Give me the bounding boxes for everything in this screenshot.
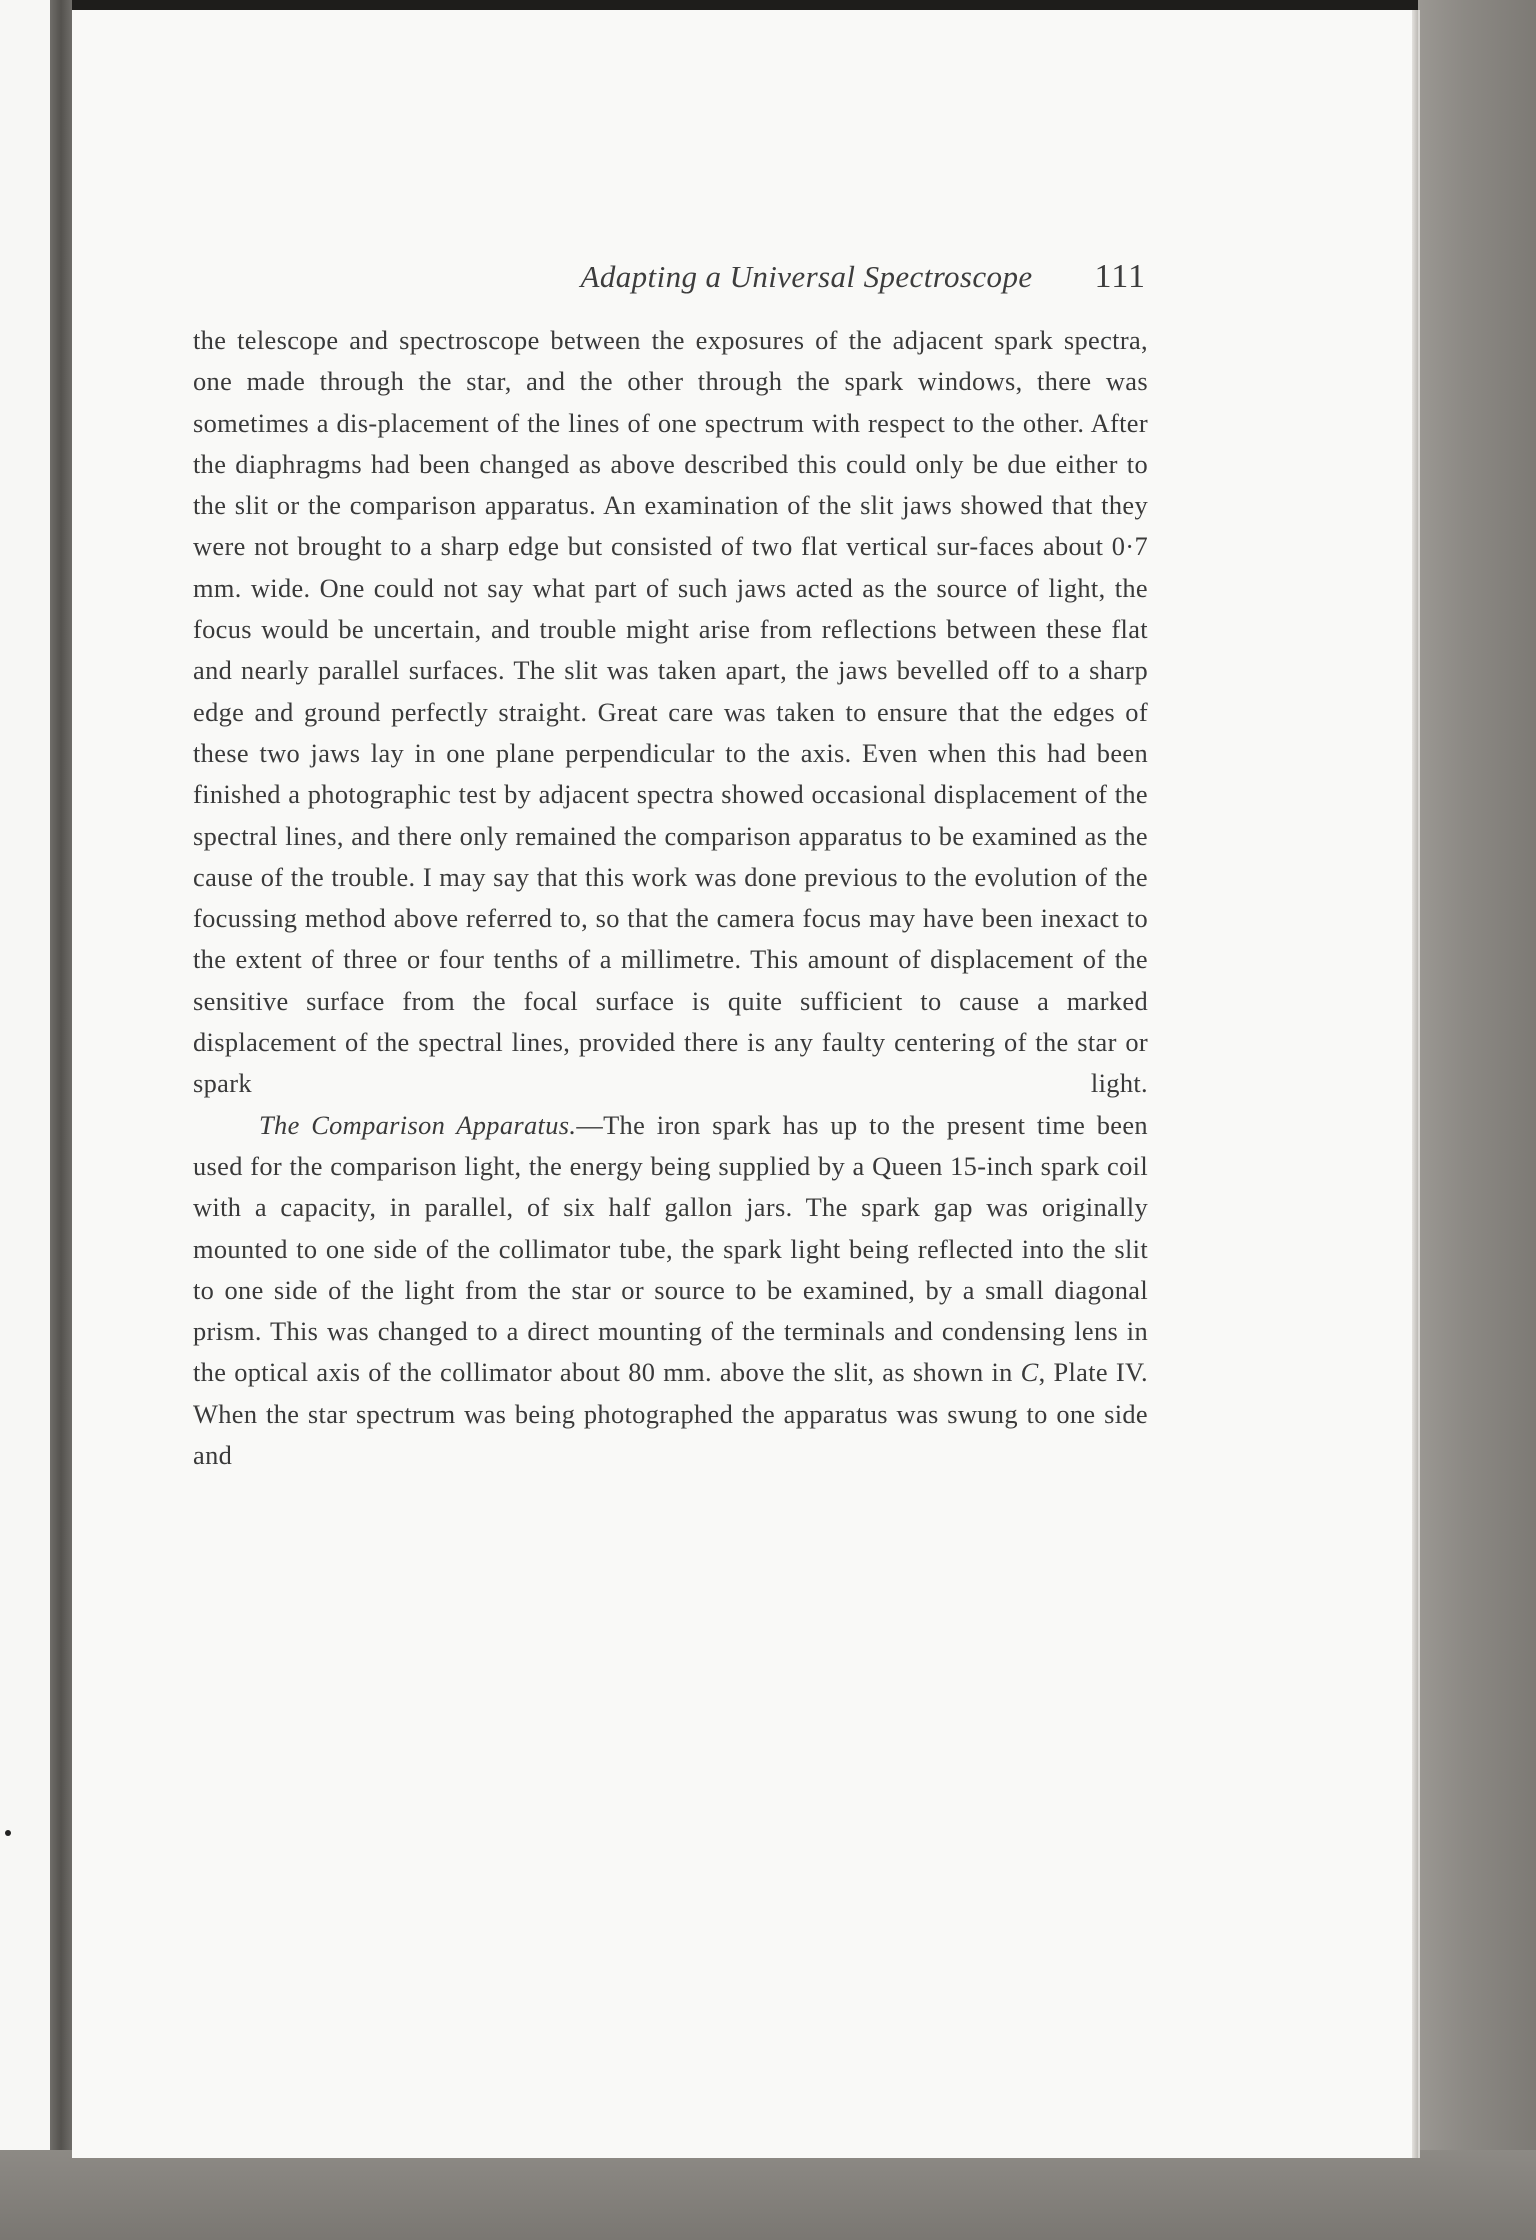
book-gutter xyxy=(50,0,72,2240)
running-header xyxy=(72,258,1146,296)
paragraph-2-text-b: , Plate IV. When the star spectrum was being photographed the apparatus was swung to one side and xyxy=(193,1357,1148,1471)
body-text xyxy=(193,320,1148,1476)
section-heading-comparison-apparatus: The Comparison Apparatus. xyxy=(259,1109,577,1140)
book-page xyxy=(72,10,1418,2158)
figure-reference-c: C xyxy=(1020,1357,1039,1388)
scan-background-bottom xyxy=(0,2150,1536,2240)
scan-speck xyxy=(5,1830,11,1836)
paragraph-1-text: the telescope and spectroscope between the exposures of the adjacent spark spectra, one made through the star, and the other through the spark windows, there was sometimes a dis-placement of the lines of one spectrum with respect to the other. After the diaphragms had been changed as above described this could only be due either to the slit or the comparison apparatus. An examination of the slit jaws showed that they were not brought to a sharp edge but consisted of two flat vertical sur-faces about 0·7 mm. wide. One could not say what part of such jaws acted as the source of light, the focus would be uncertain, and trouble might arise from reflections between these flat and nearly parallel surfaces. The slit was taken apart, the jaws bevelled off to a sharp edge and ground perfectly straight. Great care was taken to ensure that the edges of these two jaws lay in one plane perpendicular to the axis. Even when this had been finished a photographic test by adjacent spectra showed occasional displacement of the spectral lines, and there only remained the comparison apparatus to be examined as the cause of the trouble. I may say that this work was done previous to the evolution of the focussing method above referred to, so that the camera focus may have been inexact to the extent of three or four tenths of a millimetre. This amount of displacement of the sensitive surface from the focal surface is quite sufficient to cause a marked displacement of the spectral lines, provided there is any faulty centering of the star or spark light. xyxy=(193,325,1148,1099)
page-fore-edge xyxy=(1412,10,1418,2158)
scan-top-border xyxy=(0,0,1536,10)
running-header-title: Adapting a Universal Spectroscope xyxy=(580,259,1033,294)
scan-background-right xyxy=(1418,0,1536,2240)
paragraph-2 xyxy=(193,1105,1148,1477)
paragraph-2-text-a: —The iron spark has up to the present time been used for the comparison light, the energy being supplied by a Queen 15-inch spark coil with a capacity, in parallel, of six half gallon jars. The spark gap was originally mounted to one side of the collimator tube, the spark light being reflected into the slit to one side of the light from the star or source to be examined, by a small diagonal prism. This was changed to a direct mounting of the terminals and condensing lens in the optical axis of the collimator about 80 mm. above the slit, as shown in xyxy=(193,1109,1148,1388)
paragraph-1 xyxy=(193,320,1148,1105)
page-number: 111 xyxy=(1094,258,1146,295)
